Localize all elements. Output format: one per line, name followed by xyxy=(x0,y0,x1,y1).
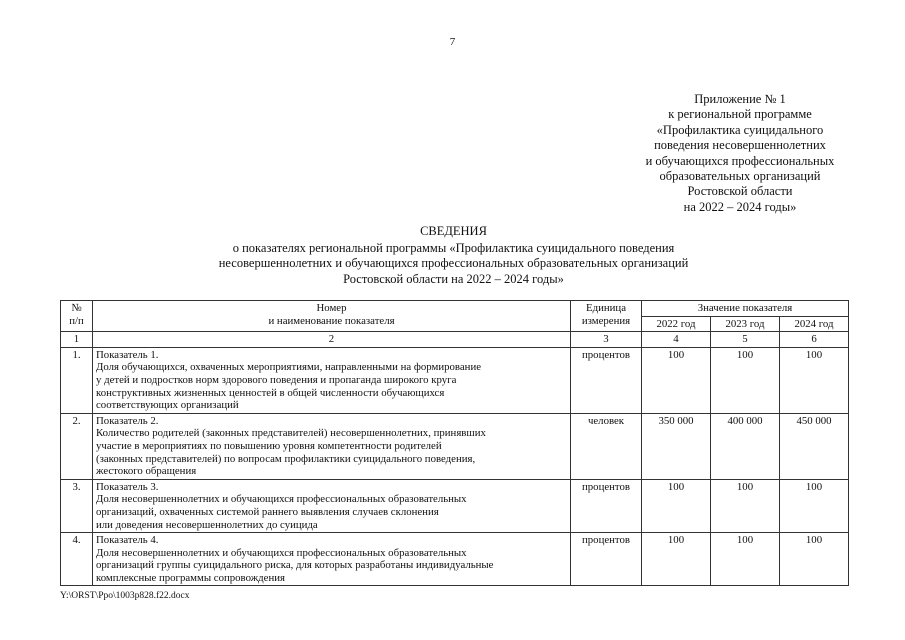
row-number: 2. xyxy=(61,413,93,479)
appendix-line: Приложение № 1 xyxy=(694,92,786,106)
unit-of-measure: процентов xyxy=(571,479,642,532)
row-number: 1. xyxy=(61,347,93,413)
value-2023: 100 xyxy=(711,347,780,413)
indicator-name xyxy=(93,533,571,586)
value-2023: 400 000 xyxy=(711,413,780,479)
header-num-line1: № xyxy=(71,302,82,314)
header-year-2022: 2022 год xyxy=(642,316,711,332)
indicator-name-line: Показатель 3. xyxy=(96,480,159,493)
header-unit-line2: измерения xyxy=(581,314,631,327)
indicator-name-line: жестокого обращения xyxy=(96,465,197,478)
header-year-2023: 2023 год xyxy=(711,316,780,332)
header-row xyxy=(61,301,849,317)
value-2024: 100 xyxy=(780,533,849,586)
appendix-line: на 2022 – 2024 годы» xyxy=(683,199,797,214)
indicator-name-line: (законных представителей) по вопросам профилактики суицидального поведения, xyxy=(96,452,476,465)
column-number: 3 xyxy=(571,332,642,348)
header-num xyxy=(61,301,93,332)
table-row xyxy=(61,533,849,586)
column-number: 5 xyxy=(711,332,780,348)
header-year-2024: 2024 год xyxy=(780,316,849,332)
indicator-name xyxy=(93,347,571,413)
value-2023: 100 xyxy=(711,479,780,532)
row-number: 3. xyxy=(61,479,93,532)
indicators-table xyxy=(60,300,849,586)
page-number: 7 xyxy=(449,36,456,48)
indicator-name xyxy=(93,413,571,479)
indicator-name-line: участие в мероприятиях по повышению уровня компетентности родителей xyxy=(96,439,442,452)
header-name-line2: и наименование показателя xyxy=(268,314,395,327)
unit-of-measure: процентов xyxy=(571,533,642,586)
indicator-name-line: у детей и подростков норм здорового поведения и пропаганда широкого круга xyxy=(96,373,457,386)
appendix-line: к региональной программе xyxy=(668,107,812,122)
appendix-heading xyxy=(585,92,895,215)
indicator-name-line: организаций группы суицидального риска, для которых разработаны индивидуальные xyxy=(96,559,494,572)
header-unit xyxy=(571,301,642,332)
appendix-line: образовательных организаций xyxy=(659,169,821,184)
value-2022: 100 xyxy=(642,479,711,532)
header-num-line2: п/п xyxy=(69,314,84,327)
appendix-line: поведения несовершеннолетних xyxy=(654,138,826,153)
value-2024: 100 xyxy=(780,479,849,532)
column-number: 6 xyxy=(780,332,849,348)
file-path-footer: Y:\ORST\Ppo\1003p828.f22.docx xyxy=(60,591,190,601)
indicator-name-line: организаций, охваченных системой раннего выявления случаев склонения xyxy=(96,505,439,518)
value-2024: 450 000 xyxy=(780,413,849,479)
value-2024: 100 xyxy=(780,347,849,413)
column-number: 1 xyxy=(61,332,93,348)
table-row xyxy=(61,413,849,479)
column-number: 2 xyxy=(93,332,571,348)
indicator-name-line: соответствующих организаций xyxy=(96,399,239,412)
value-2022: 350 000 xyxy=(642,413,711,479)
header-name xyxy=(93,301,571,332)
indicator-name-line: Показатель 2. xyxy=(96,414,159,427)
indicator-name-line: Доля обучающихся, охваченных мероприятиями, направленными на формирование xyxy=(96,361,482,374)
document-subtitle-line: Ростовской области на 2022 – 2024 годы» xyxy=(343,271,564,286)
unit-of-measure: процентов xyxy=(571,347,642,413)
header-value-group: Значение показателя xyxy=(642,301,849,317)
row-number: 4. xyxy=(61,533,93,586)
unit-of-measure: человек xyxy=(571,413,642,479)
indicator-name-line: Показатель 4. xyxy=(96,534,159,547)
header-name-line1: Номер xyxy=(316,302,347,314)
value-2023: 100 xyxy=(711,533,780,586)
document-title-block xyxy=(60,224,847,287)
indicator-name xyxy=(93,479,571,532)
indicator-name-line: Доля несовершеннолетних и обучающихся профессиональных образовательных xyxy=(96,493,467,506)
indicator-name-line: Количество родителей (законных представителей) несовершеннолетних, принявших xyxy=(96,427,486,440)
document-title: СВЕДЕНИЯ xyxy=(420,224,487,238)
indicator-name-line: Доля несовершеннолетних и обучающихся профессиональных образовательных xyxy=(96,546,467,559)
appendix-line: и обучающихся профессиональных xyxy=(645,153,835,168)
appendix-line: Ростовской области xyxy=(687,184,793,199)
indicator-name-line: или доведения несовершеннолетних до суицида xyxy=(96,518,318,531)
header-unit-line1: Единица xyxy=(586,302,626,314)
indicator-name-line: Показатель 1. xyxy=(96,348,159,361)
document-subtitle-line: о показателях региональной программы «Профилактика суицидального поведения xyxy=(232,240,675,255)
value-2022: 100 xyxy=(642,347,711,413)
document-subtitle-line: несовершеннолетних и обучающихся профессиональных образовательных организаций xyxy=(218,256,689,270)
value-2022: 100 xyxy=(642,533,711,586)
indicator-name-line: комплексные программы сопровождения xyxy=(96,571,285,584)
table-row xyxy=(61,347,849,413)
indicator-name-line: конструктивных жизненных ценностей в общей численности обучающихся xyxy=(96,386,445,399)
table-row xyxy=(61,479,849,532)
column-numbers-row xyxy=(61,332,849,348)
column-number: 4 xyxy=(642,332,711,348)
appendix-line: «Профилактика суицидального xyxy=(656,122,824,137)
